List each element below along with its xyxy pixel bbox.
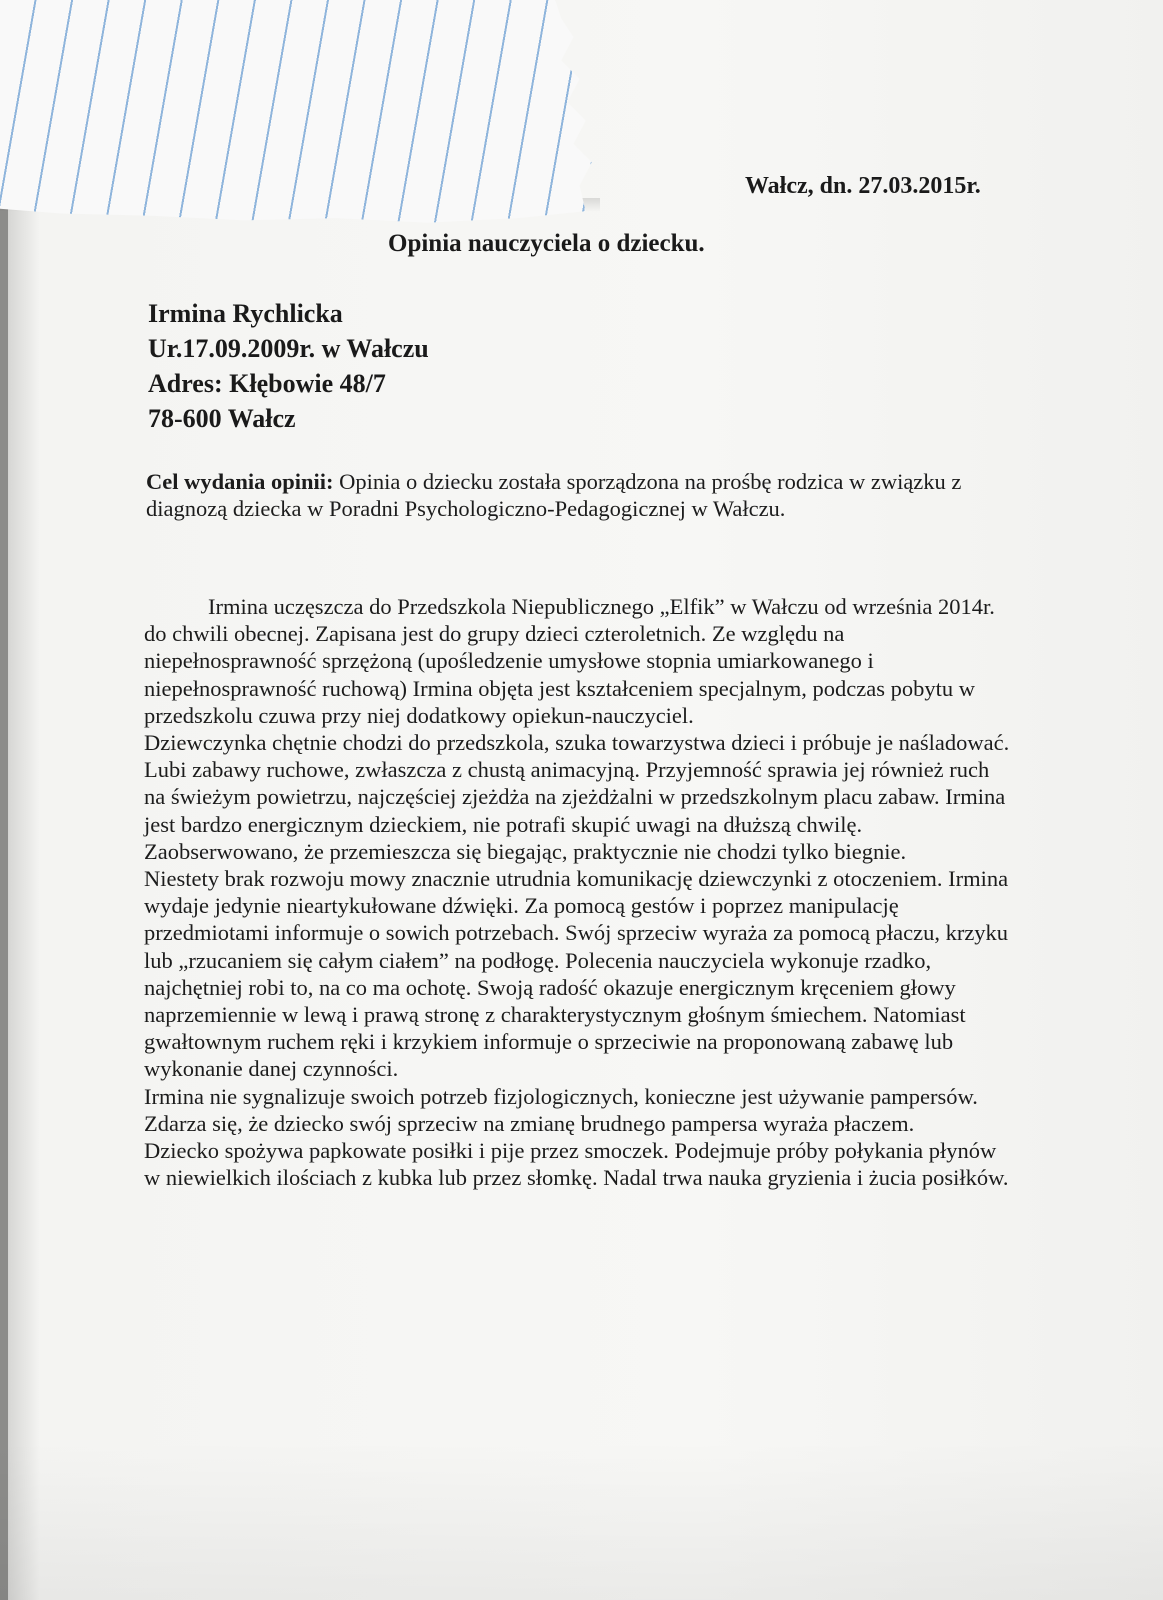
person-city: 78-600 Wałcz bbox=[148, 404, 296, 433]
person-birth: Ur.17.09.2009r. w Wałczu bbox=[148, 334, 429, 363]
person-address: Adres: Kłębowie 48/7 bbox=[148, 369, 386, 398]
purpose-text: Opinia o dziecku została sporządzona na prośbę rodzica w związku z diagnozą dziecka w Poradni Psychologiczno-Pedagogicznej w Wałczu. bbox=[146, 469, 962, 521]
document-title: Opinia nauczyciela o dziecku. bbox=[388, 230, 705, 257]
person-details bbox=[148, 296, 429, 436]
document-date: Wałcz, dn. 27.03.2015r. bbox=[745, 173, 981, 199]
torn-lined-paper-scrap bbox=[0, 0, 610, 232]
paragraph: Irmina nie sygnalizuje swoich potrzeb fizjologicznych, konieczne jest używanie pampersów. Zdarza się, że dziecko swój sprzeciw na zmianę brudnego pampersa wyraża płaczem. bbox=[144, 1083, 978, 1136]
scan-shading bbox=[0, 1440, 1163, 1600]
purpose-section bbox=[146, 468, 1016, 522]
opinion-body bbox=[144, 593, 1016, 1191]
paragraph: Irmina uczęszcza do Przedszkola Niepublicznego „Elfik” w Wałczu od września 2014r. do chwili obecnej. Zapisana jest do grupy dzieci czteroletnich. Ze względu na niepełnosprawność sprzężoną (upośledzenie umysłowe stopnia umiarkowanego i niepełnosprawność ruchową) Irmina objęta jest kształceniem specjalnym, podczas pobytu w przedszkolu czuwa przy niej dodatkowy opiekun-nauczyciel. bbox=[144, 594, 995, 728]
scan-edge bbox=[0, 0, 8, 1600]
person-name: Irmina Rychlicka bbox=[148, 299, 343, 328]
paragraph: Dziewczynka chętnie chodzi do przedszkola, szuka towarzystwa dzieci i próbuje je naśladować. Lubi zabawy ruchowe, zwłaszcza z chustą animacyjną. Przyjemność sprawia jej również ruch na świeżym powietrzu, najczęściej zjeżdża na zjeżdżalni w przedszkolnym placu zabaw. Irmina jest bardzo energicznym dzieckiem, nie potrafi skupić uwagi na dłuższą chwilę. Zaobserwowano, że przemieszcza się biegając, praktycznie nie chodzi tylko biegnie. bbox=[144, 730, 1010, 864]
paragraph: Niestety brak rozwoju mowy znacznie utrudnia komunikację dziewczynki z otoczeniem. Irmina wydaje jedynie nieartykułowane dźwięki. Za pomocą gestów i poprzez manipulację przedmiotami informuje o sowich potrzebach. Swój sprzeciw wyraża za pomocą płaczu, krzyku lub „rzucaniem się całym ciałem” na podłogę. Polecenia nauczyciela wykonuje rzadko, najchętniej robi to, na co ma ochotę. Swoją radość okazuje energicznym kręceniem głowy naprzemiennie w lewą i prawą stronę z charakterystycznym głośnym śmiechem. Natomiast gwałtownym ruchem ręki i krzykiem informuje o sprzeciwie na proponowaną zabawę lub wykonanie danej czynności. bbox=[144, 866, 1009, 1082]
paragraph: Dziecko spożywa papkowate posiłki i pije przez smoczek. Podejmuje próby połykania płynów w niewielkich ilościach z kubka lub przez słomkę. Nadal trwa nauka gryzienia i żucia posiłków. bbox=[144, 1138, 1009, 1191]
purpose-label: Cel wydania opinii: bbox=[146, 469, 334, 494]
